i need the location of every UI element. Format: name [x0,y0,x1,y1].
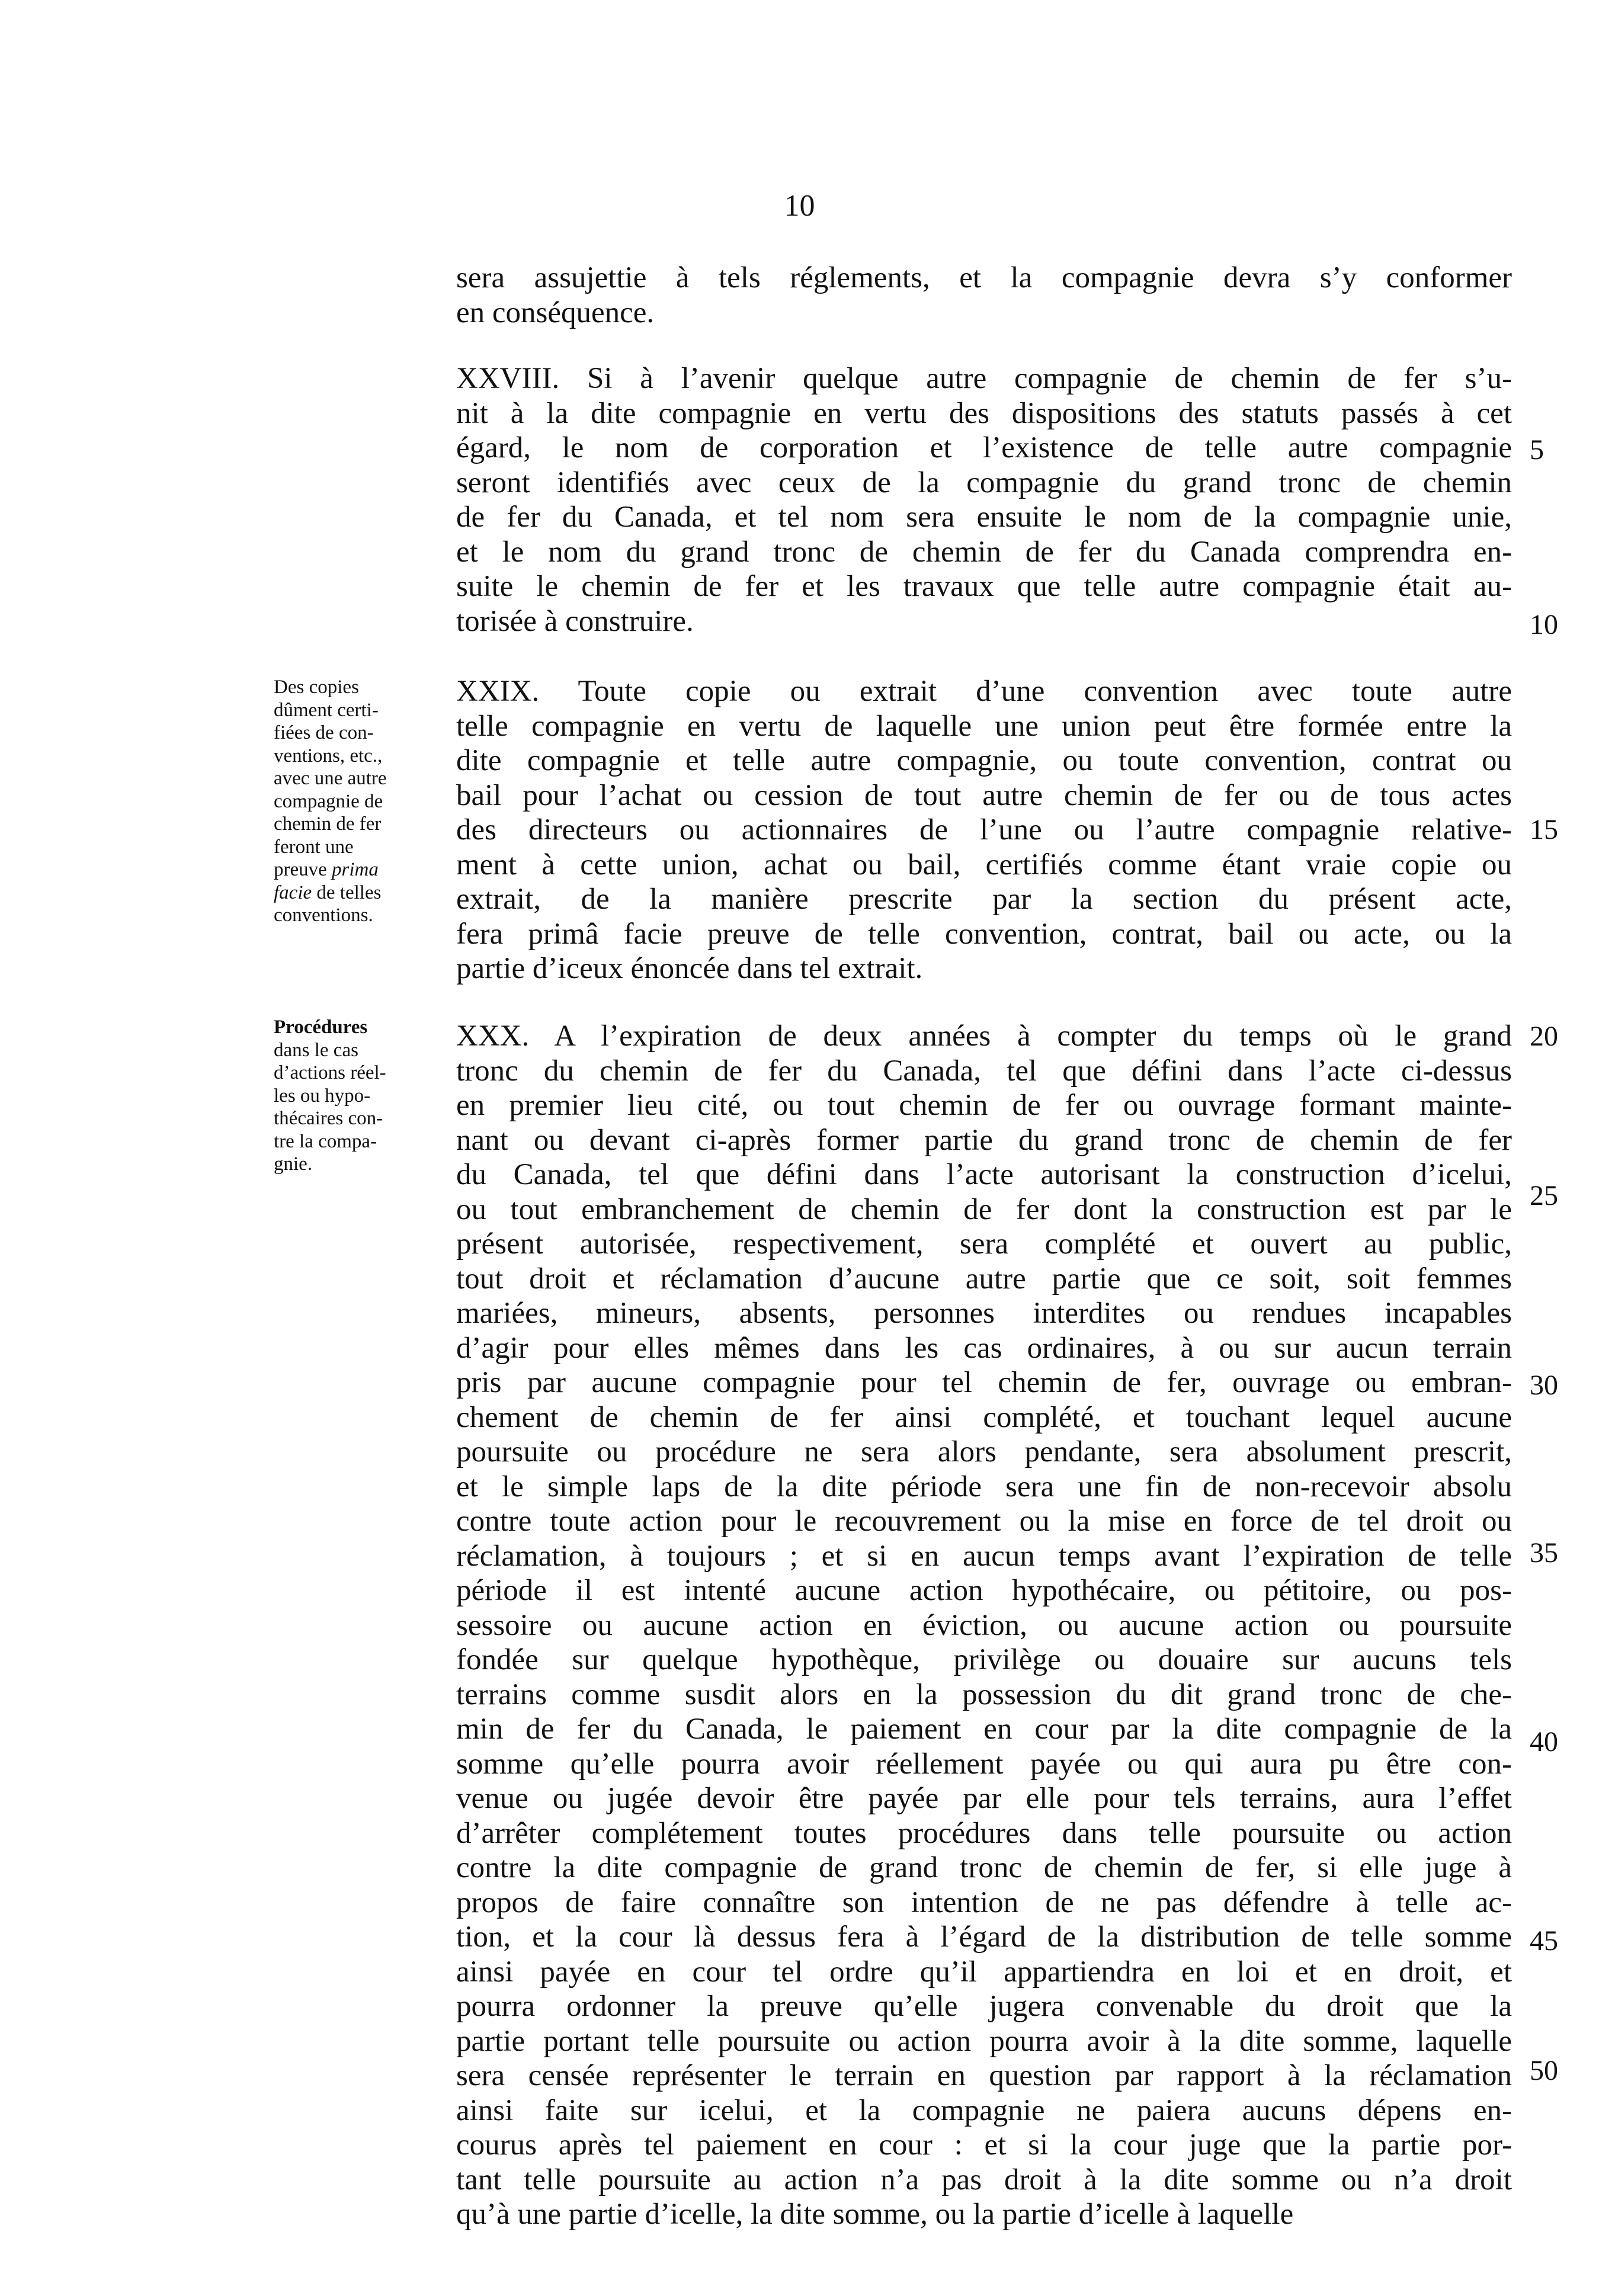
text-line: XXIX. Toute copie ou extrait d’une convention avec toute autre [456,675,1512,708]
margin-note-line: conventions. [274,905,373,926]
margin-note-line: thécaires con- [274,1108,383,1129]
margin-note-line: compagnie de [274,790,383,812]
text-line: période il est intenté aucune action hypothécaire, ou pétitoire, ou pos- [456,1574,1512,1607]
text-line: des directeurs ou actionnaires de l’une ou l’autre compagnie relative- [456,813,1512,846]
paragraph [456,1019,1512,2232]
text-line: fondée sur quelque hypothèque, privilège ou douaire sur aucuns tels [456,1643,1512,1676]
margin-note-line: fiées de con- [274,722,374,743]
text-line: courus après tel paiement en cour : et si la cour juge que la partie por- [456,2128,1512,2162]
margin-note-line: dans le cas [274,1039,358,1061]
text-line: telle compagnie en vertu de laquelle une union peut être formée entre la [456,709,1512,743]
text-line: ainsi faite sur icelui, et la compagnie ne paiera aucuns dépens en- [456,2093,1512,2127]
text-line: et le nom du grand tronc de chemin de fer du Canada comprendra en- [456,535,1512,569]
text-line: partie portant telle poursuite ou action pourra avoir à la dite somme, laquelle [456,2024,1512,2058]
margin-note-line: gnie. [274,1153,313,1175]
line-number: 5 [1530,434,1544,466]
line-number: 45 [1530,1925,1558,1957]
margin-note-line: ventions, etc., [274,745,383,767]
text-line: fera primâ facie preuve de telle convention, contrat, bail ou acte, ou la [456,917,1512,951]
text-line: partie d’iceux énoncée dans tel extrait. [456,952,923,985]
text-line: en conséquence. [456,296,655,329]
text-line: en premier lieu cité, ou tout chemin de fer ou ouvrage formant mainte- [456,1089,1512,1122]
margin-note-line: les ou hypo- [274,1085,371,1107]
text-line: XXX. A l’expiration de deux années à compter du temps où le grand [456,1019,1512,1053]
text-line: qu’à une partie d’icelle, la dite somme, ou la partie d’icelle à laquelle [456,2198,1294,2231]
page-number: 10 [784,189,815,223]
text-line: chement de chemin de fer ainsi complété, et touchant lequel aucune [456,1400,1512,1434]
text-line: égard, le nom de corporation et l’existence de telle autre compagnie [456,431,1512,464]
text-line: présent autorisée, respectivement, sera complété et ouvert au public, [456,1227,1512,1261]
margin-note-line: tre la compa- [274,1130,377,1152]
margin-note-line: feront une [274,836,354,858]
text-line: venue ou jugée devoir être payée par elle pour tels terrains, aura l’effet [456,1782,1512,1815]
line-number: 40 [1530,1726,1558,1758]
text-line: mariées, mineurs, absents, personnes interdites ou rendues incapables [456,1297,1512,1330]
text-line: ou tout embranchement de chemin de fer dont la construction est par le [456,1192,1512,1226]
text-line: tion, et la cour là dessus fera à l’égard de la distribution de telle somme [456,1920,1512,1954]
text-line: contre la dite compagnie de grand tronc de chemin de fer, si elle juge à [456,1851,1512,1884]
text-line: torisée à construire. [456,604,694,638]
paragraph [456,674,1512,986]
text-line: tant telle poursuite au action n’a pas droit à la dite somme ou n’a droit [456,2163,1512,2196]
text-line: seront identifiés avec ceux de la compagnie du grand tronc de chemin [456,466,1512,499]
text-line: d’agir pour elles mêmes dans les cas ordinaires, à ou sur aucun terrain [456,1331,1512,1365]
text-line: poursuite ou procédure ne sera alors pendante, sera absolument prescrit, [456,1435,1512,1468]
margin-note-line: facie de telles [274,881,382,903]
line-number: 30 [1530,1370,1558,1401]
text-line: réclamation, à toujours ; et si en aucun temps avant l’expiration de telle [456,1539,1512,1573]
text-line: sessoire ou aucune action en éviction, ou aucune action ou poursuite [456,1608,1512,1642]
text-line: d’arrêter complétement toutes procédures dans telle poursuite ou action [456,1816,1512,1850]
margin-note [274,1016,446,1176]
text-line: bail pour l’achat ou cession de tout autre chemin de fer ou de tous actes [456,778,1512,812]
text-line: pris par aucune compagnie pour tel chemin de fer, ouvrage ou embran- [456,1366,1512,1399]
text-line: dite compagnie et telle autre compagnie, ou toute convention, contrat ou [456,744,1512,777]
margin-note-line: Procédures [274,1016,368,1038]
text-line: tronc du chemin de fer du Canada, tel que défini dans l’acte ci-dessus [456,1054,1512,1088]
line-number: 25 [1530,1180,1558,1211]
margin-note-line: avec une autre [274,768,387,789]
margin-note-line: Des copies [274,676,359,698]
margin-note-line: d’actions réel- [274,1062,386,1083]
text-line: du Canada, tel que défini dans l’acte autorisant la construction d’icelui, [456,1158,1512,1191]
text-line: nant ou devant ci-après former partie du grand tronc de chemin de fer [456,1123,1512,1157]
text-line: extrait, de la manière prescrite par la section du présent acte, [456,883,1512,916]
margin-note [274,676,446,927]
text-line: sera assujettie à tels réglements, et la compagnie devra s’y conformer [456,261,1512,294]
line-number: 20 [1530,1021,1558,1052]
text-line: de fer du Canada, et tel nom sera ensuite le nom de la compagnie unie, [456,501,1512,534]
paragraph [456,361,1512,639]
margin-note-line: chemin de fer [274,813,382,835]
text-line: propos de faire connaître son intention de ne pas défendre à telle ac- [456,1885,1512,1919]
text-line: pourra ordonner la preuve qu’elle jugera convenable du droit que la [456,1990,1512,2023]
text-line: terrains comme susdit alors en la possession du dit grand tronc de che- [456,1678,1512,1711]
text-line: sera censée représenter le terrain en question par rapport à la réclamation [456,2059,1512,2092]
text-line: XXVIII. Si à l’avenir quelque autre compagnie de chemin de fer s’u- [456,362,1512,395]
text-line: min de fer du Canada, le paiement en cour par la dite compagnie de la [456,1713,1512,1746]
paragraph [456,261,1512,330]
text-line: ainsi payée en cour tel ordre qu’il appartiendra en loi et en droit, et [456,1955,1512,1989]
text-line: tout droit et réclamation d’aucune autre partie que ce soit, soit femmes [456,1262,1512,1295]
line-number: 15 [1530,814,1558,845]
text-line: et le simple laps de la dite période sera une fin de non-recevoir absolu [456,1470,1512,1503]
line-number: 35 [1530,1537,1558,1569]
margin-note-line: dûment certi- [274,699,379,721]
line-number: 10 [1530,609,1558,640]
margin-note-line: preuve prima [274,859,379,880]
line-number: 50 [1530,2055,1558,2086]
text-line: ment à cette union, achat ou bail, certifiés comme étant vraie copie ou [456,848,1512,881]
text-line: suite le chemin de fer et les travaux que telle autre compagnie était au- [456,570,1512,603]
text-line: contre toute action pour le recouvrement ou la mise en force de tel droit ou [456,1505,1512,1538]
text-line: nit à la dite compagnie en vertu des dispositions des statuts passés à cet [456,396,1512,430]
text-line: somme qu’elle pourra avoir réellement payée ou qui aura pu être con- [456,1747,1512,1781]
